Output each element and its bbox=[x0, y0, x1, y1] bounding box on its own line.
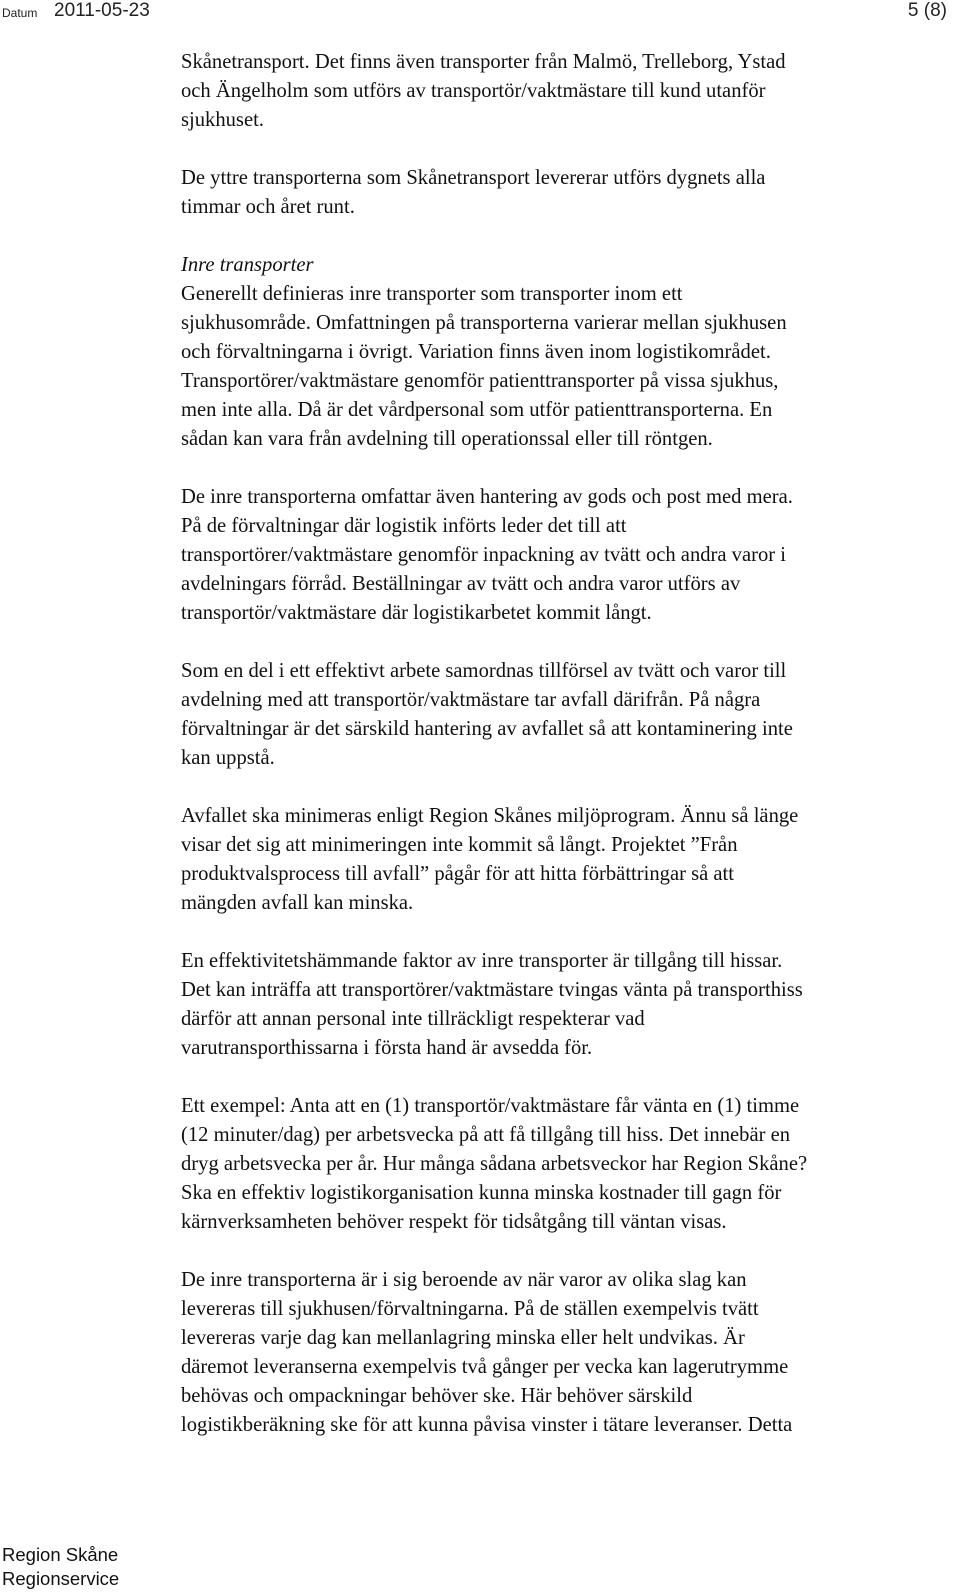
section-heading-inre-transporter: Inre transporter bbox=[181, 254, 314, 276]
paragraph-7: En effektivitetshämmande faktor av inre transporter är tillgång till hissar. Det kan inträffa att transportörer/vaktmästare tvingas vänta på transporthiss därför att annan personal inte tillräckligt respekterar vad varutransporthissarna i första hand är avsedda för. bbox=[181, 950, 803, 1059]
paragraph-3: Generellt definieras inre transporter som transporter inom ett sjukhusområde. Omfattningen på transporterna varierar mellan sjukhusen och förvaltningarna i övrigt. Variation finns även inom logistikområdet. Transportörer/vaktmästare genomför patienttransporter på vissa sjukhus, men inte alla. Då är det vårdpersonal som utför patienttransporterna. En sådan kan vara från avdelning till operationssal eller till röntgen. bbox=[181, 283, 787, 450]
paragraph-9: De inre transporterna är i sig beroende av när varor av olika slag kan levereras till sjukhusen/förvaltningarna. På de ställen exempelvis tvätt levereras varje dag kan mellanlagring minska eller helt undvikas. Är däremot leveranserna exempelvis två gånger per vecka kan lagerutrymme behövas och ompackningar behöver ske. Här behöver särskild logistikberäkning ske för att kunna påvisa vinster i tätare leveranser. Detta bbox=[181, 1269, 793, 1436]
footer-unit: Regionservice bbox=[2, 1568, 120, 1589]
footer-org: Region Skåne bbox=[2, 1544, 119, 1565]
footer bbox=[2, 1543, 119, 1591]
paragraph-4: De inre transporterna omfattar även hantering av gods och post med mera. På de förvaltningar där logistik införts leder det till att transportörer/vaktmästare genomför inpackning av tvätt och andra varor i avdelningars förråd. Beställningar av tvätt och andra varor utförs av transportör/vaktmästare där logistikarbetet kommit långt. bbox=[181, 486, 793, 624]
header-date: 2011-05-23 bbox=[54, 0, 150, 21]
paragraph-6: Avfallet ska minimeras enligt Region Skånes miljöprogram. Ännu så länge visar det sig att minimeringen inte kommit så långt. Projektet ”Från produktvalsprocess till avfall” pågår för att hitta förbättringar så att mängden avfall kan minska. bbox=[181, 805, 799, 914]
page-number: 5 (8) bbox=[907, 0, 947, 21]
paragraph-1: Skånetransport. Det finns även transporter från Malmö, Trelleborg, Ystad och Ängelholm som utförs av transportör/vaktmästare till kund utanför sjukhuset. bbox=[181, 51, 786, 131]
document-body bbox=[181, 48, 951, 1440]
paragraph-2: De yttre transporterna som Skånetransport levererar utförs dygnets alla timmar och året runt. bbox=[181, 167, 766, 218]
paragraph-5: Som en del i ett effektivt arbete samordnas tillförsel av tvätt och varor till avdelning med att transportör/vaktmästare tar avfall därifrån. På några förvaltningar är det särskild hantering av avfallet så att kontaminering inte kan uppstå. bbox=[181, 660, 793, 769]
paragraph-8: Ett exempel: Anta att en (1) transportör/vaktmästare får vänta en (1) timme (12 minuter/dag) per arbetsvecka på att få tillgång till hiss. Det innebär en dryg arbetsvecka per år. Hur många sådana arbetsveckor har Region Skåne? Ska en effektiv logistikorganisation kunna minska kostnader till gagn för kärnverksamheten behöver respekt för tidsåtgång till väntan visas. bbox=[181, 1095, 808, 1233]
header-datum-label: Datum bbox=[2, 6, 38, 20]
